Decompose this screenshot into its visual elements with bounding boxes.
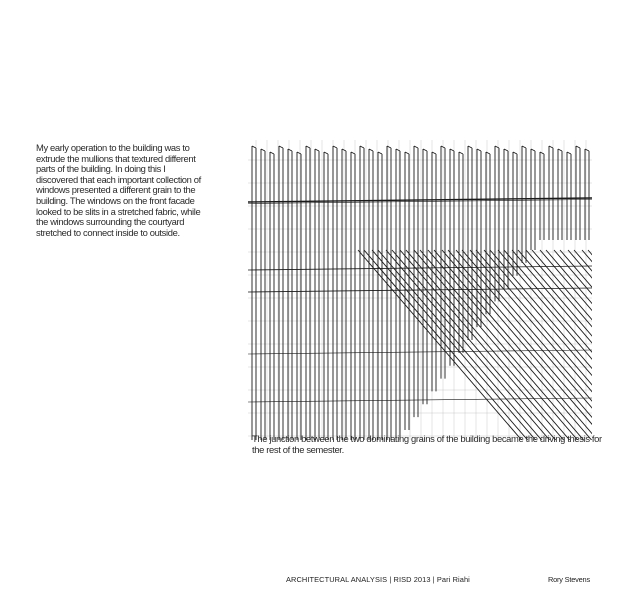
vertical-mullion-cap — [369, 149, 373, 151]
vertical-mullion-cap — [450, 149, 454, 151]
vertical-mullion-cap — [351, 152, 355, 154]
vertical-mullion-cap — [387, 146, 391, 148]
vertical-mullion-cap — [531, 149, 535, 151]
floor-band-line — [248, 350, 592, 354]
intro-paragraph: My early operation to the building was to extrude the mullions that textured different parts of the building. In doing this I discovered that each important collection of windows presented a different grain to the building. The windows on the front facade looked to be slits in a stretched fabric, while the windows surrounding the courtyard stretched to connect inside to outside. — [36, 142, 201, 238]
vertical-mullion-cap — [549, 146, 553, 148]
vertical-mullion-cap — [432, 152, 436, 154]
vertical-mullion-cap — [270, 152, 274, 154]
diagonal-mullion-edge — [574, 250, 592, 440]
vertical-mullion-cap — [477, 149, 481, 151]
diagonal-mullion-edge — [588, 250, 592, 440]
vertical-mullion-cap — [486, 152, 490, 154]
floor-band-line — [248, 398, 592, 402]
vertical-mullion-cap — [495, 146, 499, 148]
figure-caption: The junction between the two dominating grains of the building became the driving thesis for the rest of the semester. — [252, 433, 602, 455]
vertical-mullion-cap — [405, 152, 409, 154]
vertical-mullion-cap — [261, 149, 265, 151]
vertical-mullion-cap — [315, 149, 319, 151]
vertical-mullion-cap — [252, 146, 256, 148]
vertical-mullion-cap — [585, 149, 589, 151]
vertical-mullion-cap — [468, 146, 472, 148]
vertical-mullion-cap — [513, 152, 517, 154]
vertical-mullion-cap — [279, 146, 283, 148]
vertical-mullion-cap — [576, 146, 580, 148]
mullion-drawing — [248, 140, 592, 440]
vertical-mullion-cap — [423, 149, 427, 151]
vertical-mullion-cap — [378, 152, 382, 154]
vertical-mullion-cap — [297, 152, 301, 154]
diagonal-mullion-edge — [532, 250, 592, 440]
diagonal-mullion-edge — [428, 250, 592, 440]
courtyard-diagonal-mullions — [358, 250, 592, 440]
vertical-mullion-cap — [522, 146, 526, 148]
facade-vertical-mullions — [252, 146, 589, 440]
vertical-mullion-cap — [414, 146, 418, 148]
vertical-mullion-cap — [396, 149, 400, 151]
mullion-axonometric-figure — [248, 140, 592, 440]
footer-author: Rory Stevens — [548, 575, 590, 584]
diagonal-mullion-edge — [476, 250, 592, 440]
diagonal-mullion-edge — [392, 250, 592, 440]
vertical-mullion-cap — [360, 146, 364, 148]
vertical-mullion-cap — [459, 152, 463, 154]
vertical-mullion-cap — [567, 152, 571, 154]
diagonal-mullion-edge — [434, 250, 592, 440]
vertical-mullion-cap — [288, 149, 292, 151]
vertical-mullion-cap — [558, 149, 562, 151]
footer-project-line: ARCHITECTURAL ANALYSIS | RISD 2013 | Pari Riahi — [286, 575, 470, 584]
diagonal-mullion-edge — [490, 250, 592, 440]
vertical-mullion-cap — [504, 149, 508, 151]
vertical-mullion-cap — [324, 152, 328, 154]
floor-band-line — [248, 288, 592, 292]
vertical-mullion-cap — [306, 146, 310, 148]
vertical-mullion-cap — [333, 146, 337, 148]
